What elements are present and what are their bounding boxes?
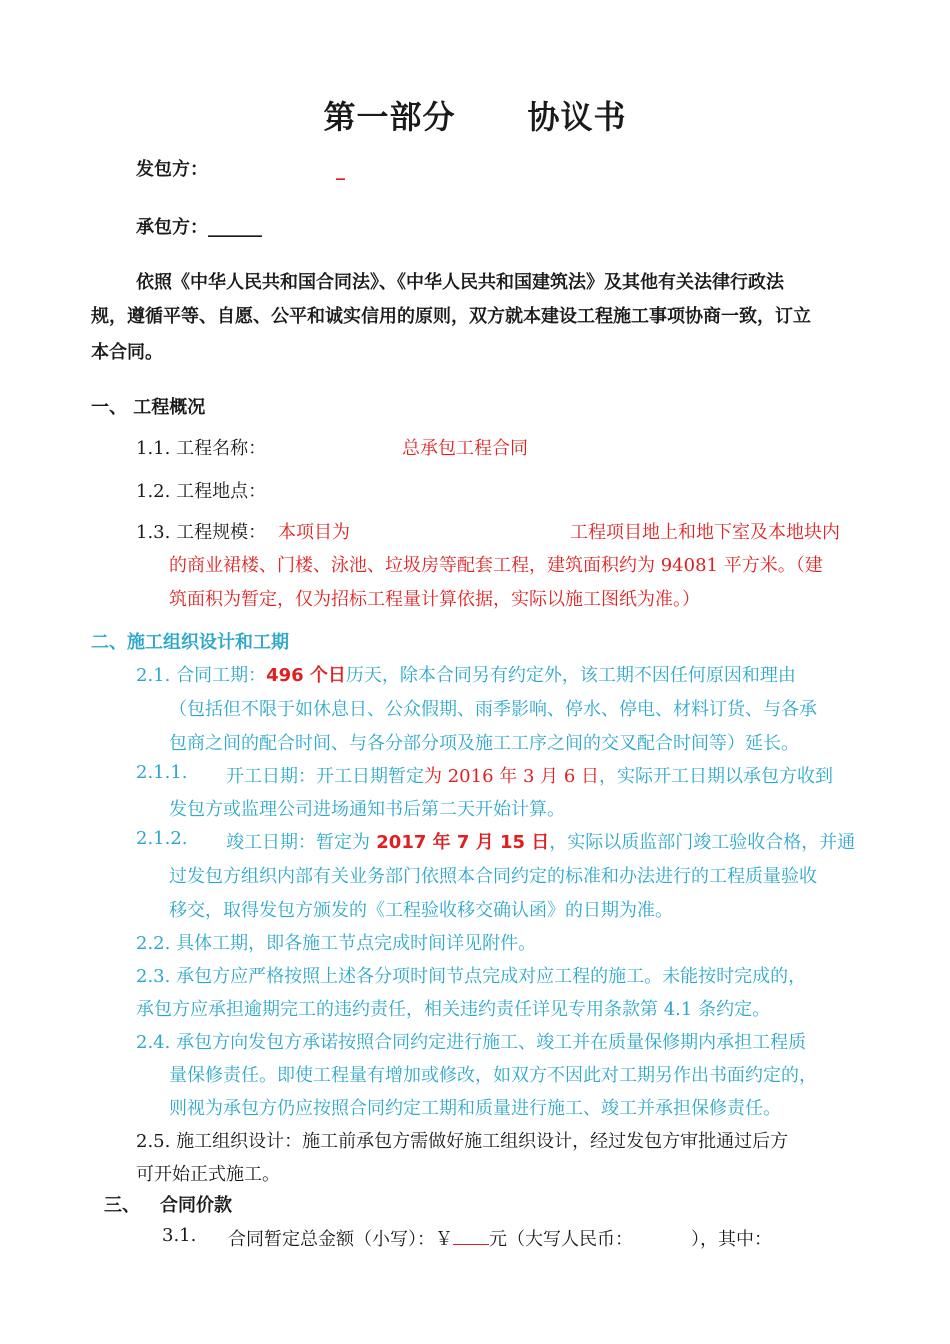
item-2-1-2-line-2: 过发包方组织内部有关业务部门依照本合同约定的标准和办法进行的工程质量验收 <box>169 866 817 887</box>
preamble-line-1: 依照《中华人民共和国合同法》、《中华人民共和国建筑法》及其他有关法律行政法 <box>136 272 784 293</box>
title-name: 协议书 <box>527 98 627 136</box>
contractor-blank: ______ <box>208 217 262 238</box>
contractor-label: 承包方：______ <box>136 217 262 238</box>
preamble-line-2: 规，遵循平等、自愿、公平和诚实信用的原则，双方就本建设工程施工事项协商一致，订立 <box>91 306 811 327</box>
item-3-1-num: 3.1. <box>162 1225 197 1246</box>
contract-duration-days: 496 个日 <box>266 665 346 686</box>
amount-blank <box>453 1226 489 1245</box>
item-2-1-2-num: 2.1.2. <box>136 828 188 849</box>
item-2-4-line-2: 量保修责任。即使工程量有增加或修改，如双方不因此对工期另作出书面约定的， <box>169 1065 817 1086</box>
section-3-num: 三、 <box>104 1195 140 1216</box>
item-1-1-label: 1.1. 工程名称： <box>136 438 267 459</box>
item-2-1-2-line-1: 竣工日期：暂定为 2017 年 7 月 15 日，实际以质监部门竣工验收合格，并通 <box>226 832 856 853</box>
item-1-3-label: 1.3. 工程规模： <box>136 522 267 543</box>
item-2-3-line-2: 承包方应承担逾期完工的违约责任，相关违约责任详见专用条款第 4.1 条约定。 <box>136 999 771 1020</box>
item-2-1-line-2: （包括但不限于如休息日、公众假期、雨季影响、停水、停电、材料订货、与各承 <box>169 699 817 720</box>
item-2-1-1-line-2: 发包方或监理公司进场通知书后第二天开始计算。 <box>169 799 565 820</box>
item-2-5-line-1: 2.5. 施工组织设计：施工前承包方需做好施工组织设计，经过发包方审批通过后方 <box>136 1131 789 1152</box>
title-part: 第一部分 <box>323 98 456 136</box>
item-2-1-1-line-1: 开工日期：开工日期暂定为 2016 年 3 月 6 日，实际开工日期以承包方收到 <box>226 766 834 787</box>
section-1-heading: 一、 工程概况 <box>91 397 206 418</box>
item-2-1-2-line-3: 移交，取得发包方颁发的《工程验收移交确认函》的日期为准。 <box>169 900 673 921</box>
item-1-3-text-a: 本项目为 <box>278 522 350 543</box>
item-2-1-1-num: 2.1.1. <box>136 762 188 783</box>
item-1-1-value: 总承包工程合同 <box>402 438 528 459</box>
item-2-1-line-1: 2.1. 合同工期：496 个日历天，除本合同另有约定外，该工期不因任何原因和理由 <box>136 665 796 686</box>
item-2-1-line-3: 包商之间的配合时间、与各分部分项及施工工序之间的交叉配合时间等）延长。 <box>169 733 799 754</box>
item-1-3-text-b: 工程项目地上和地下室及本地块内 <box>570 522 840 543</box>
page-title <box>0 92 950 138</box>
section-3-heading: 合同价款 <box>160 1195 232 1216</box>
item-2-3-line-1: 2.3. 承包方应严格按照上述各分项时间节点完成对应工程的施工。未能按时完成的， <box>136 966 807 987</box>
start-date: 为 2016 年 3 月 6 日 <box>424 766 600 787</box>
completion-date: 2017 年 7 月 15 日 <box>370 832 550 853</box>
item-1-2-label: 1.2. 工程地点： <box>136 481 267 502</box>
employer-blank: _ <box>336 160 345 181</box>
employer-label: 发包方： <box>136 159 208 180</box>
item-2-2: 2.2. 具体工期，即各施工节点完成时间详见附件。 <box>136 933 537 954</box>
item-2-4-line-1: 2.4. 承包方向发包方承诺按照合同约定进行施工、竣工并在质量保修期内承担工程质 <box>136 1032 807 1053</box>
preamble-line-3: 本合同。 <box>91 342 163 363</box>
item-1-3-line-2: 的商业裙楼、门楼、泳池、垃圾房等配套工程，建筑面积约为 94081 平方米。（建 <box>169 555 823 576</box>
item-1-3-line-3: 筑面积为暂定，仅为招标工程量计算依据，实际以施工图纸为准。） <box>169 589 700 610</box>
item-2-5-line-2: 可开始正式施工。 <box>136 1164 280 1185</box>
item-3-1-line: 合同暂定总金额（小写）：￥ 元（大写人民币： ），其中： <box>228 1225 772 1251</box>
item-2-4-line-3: 则视为承包方仍应按照合同约定工期和质量进行施工、竣工并承担保修责任。 <box>169 1098 781 1119</box>
section-2-heading: 二、施工组织设计和工期 <box>91 632 289 653</box>
